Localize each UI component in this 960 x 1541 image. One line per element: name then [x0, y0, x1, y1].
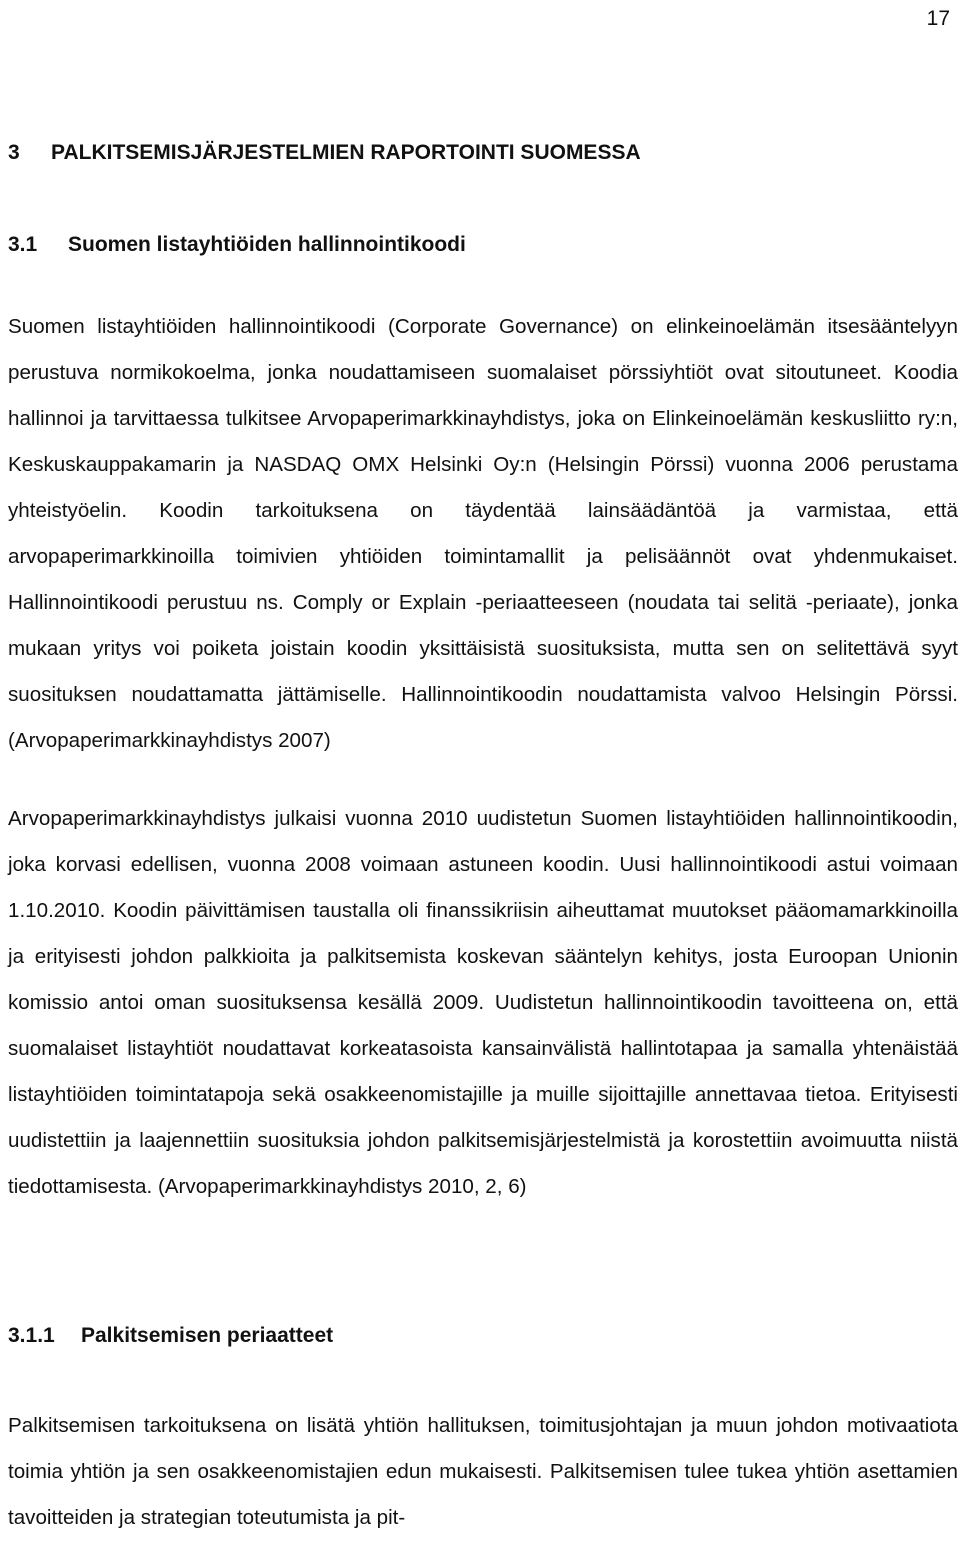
body-paragraph-3: Palkitsemisen tarkoituksena on lisätä yhtiön hallituksen, toimitusjohtajan ja muun johdon motivaatiota toimia yhtiön ja sen osakkeenomistajien edun mukaisesti. Palkitsemisen tulee tukea yhtiön asettamien tavoitteiden ja strategian toteutumista ja pit- — [8, 1414, 958, 1529]
subsection-heading — [8, 1321, 333, 1351]
section-title: Suomen listayhtiöiden hallinnointikoodi — [68, 233, 466, 256]
page-number: 17 — [926, 7, 950, 30]
chapter-number: 3 — [8, 141, 20, 164]
chapter-title: PALKITSEMISJÄRJESTELMIEN RAPORTOINTI SUOMESSA — [51, 141, 641, 164]
subsection-number: 3.1.1 — [8, 1324, 55, 1347]
subsection-title: Palkitsemisen periaatteet — [81, 1324, 334, 1347]
chapter-heading — [8, 138, 641, 168]
body-paragraph-2: Arvopaperimarkkinayhdistys julkaisi vuonna 2010 uudistetun Suomen listayhtiöiden hallinnointikoodin, joka korvasi edellisen, vuonna 2008 voimaan astuneen koodin. Uusi hallinnointikoodi astui voimaan 1.10.2010. Koodin päivittämisen taustalla oli finanssikriisin aiheuttamat muutokset pääomamarkkinoilla ja erityisesti johdon palkkioita ja palkitsemista koskevan sääntelyn kehitys, josta Euroopan Unionin komissio antoi oman suosituksensa kesällä 2009. Uudistetun hallinnointikoodin tavoitteena on, että suomalaiset listayhtiöt noudattavat korkeatasoista kansainvälistä hallintotapaa ja samalla yhtenäistää listayhtiöiden toimintatapoja sekä osakkeenomistajille ja muille sijoittajille annettavaa tietoa. Erityisesti uudistettiin ja laajennettiin suosituksia johdon palkitsemisjärjestelmistä ja korostettiin avoimuutta niistä tiedottamisesta. (Arvopaperimarkkinayhdistys 2010, 2, 6) — [8, 807, 958, 1198]
section-heading — [8, 230, 466, 260]
body-paragraph-1: Suomen listayhtiöiden hallinnointikoodi (Corporate Governance) on elinkeinoelämän itsesääntelyyn perustuva normikokoelma, jonka noudattamiseen suomalaiset pörssiyhtiöt ovat sitoutuneet. Koodia hallinnoi ja tarvittaessa tulkitsee Arvopaperimarkkinayhdistys, joka on Elinkeinoelämän keskusliitto ry:n, Keskuskauppakamarin ja NASDAQ OMX Helsinki Oy:n (Helsingin Pörssi) vuonna 2006 perustama yhteistyöelin. Koodin tarkoituksena on täydentää lainsäädäntöä ja varmistaa, että arvopaperimarkkinoilla toimivien yhtiöiden toimintamallit ja pelisäännöt ovat yhdenmukaiset. Hallinnointikoodi perustuu ns. Comply or Explain -periaatteeseen (noudata tai selitä -periaate), jonka mukaan yritys voi poiketa joistain koodin yksittäisistä suosituksista, mutta sen on selitettävä syyt suosituksen noudattamatta jättämiselle. Hallinnointikoodin noudattamista valvoo Helsingin Pörssi. (Arvopaperimarkkinayhdistys 2007) — [8, 315, 958, 752]
section-number: 3.1 — [8, 233, 38, 256]
